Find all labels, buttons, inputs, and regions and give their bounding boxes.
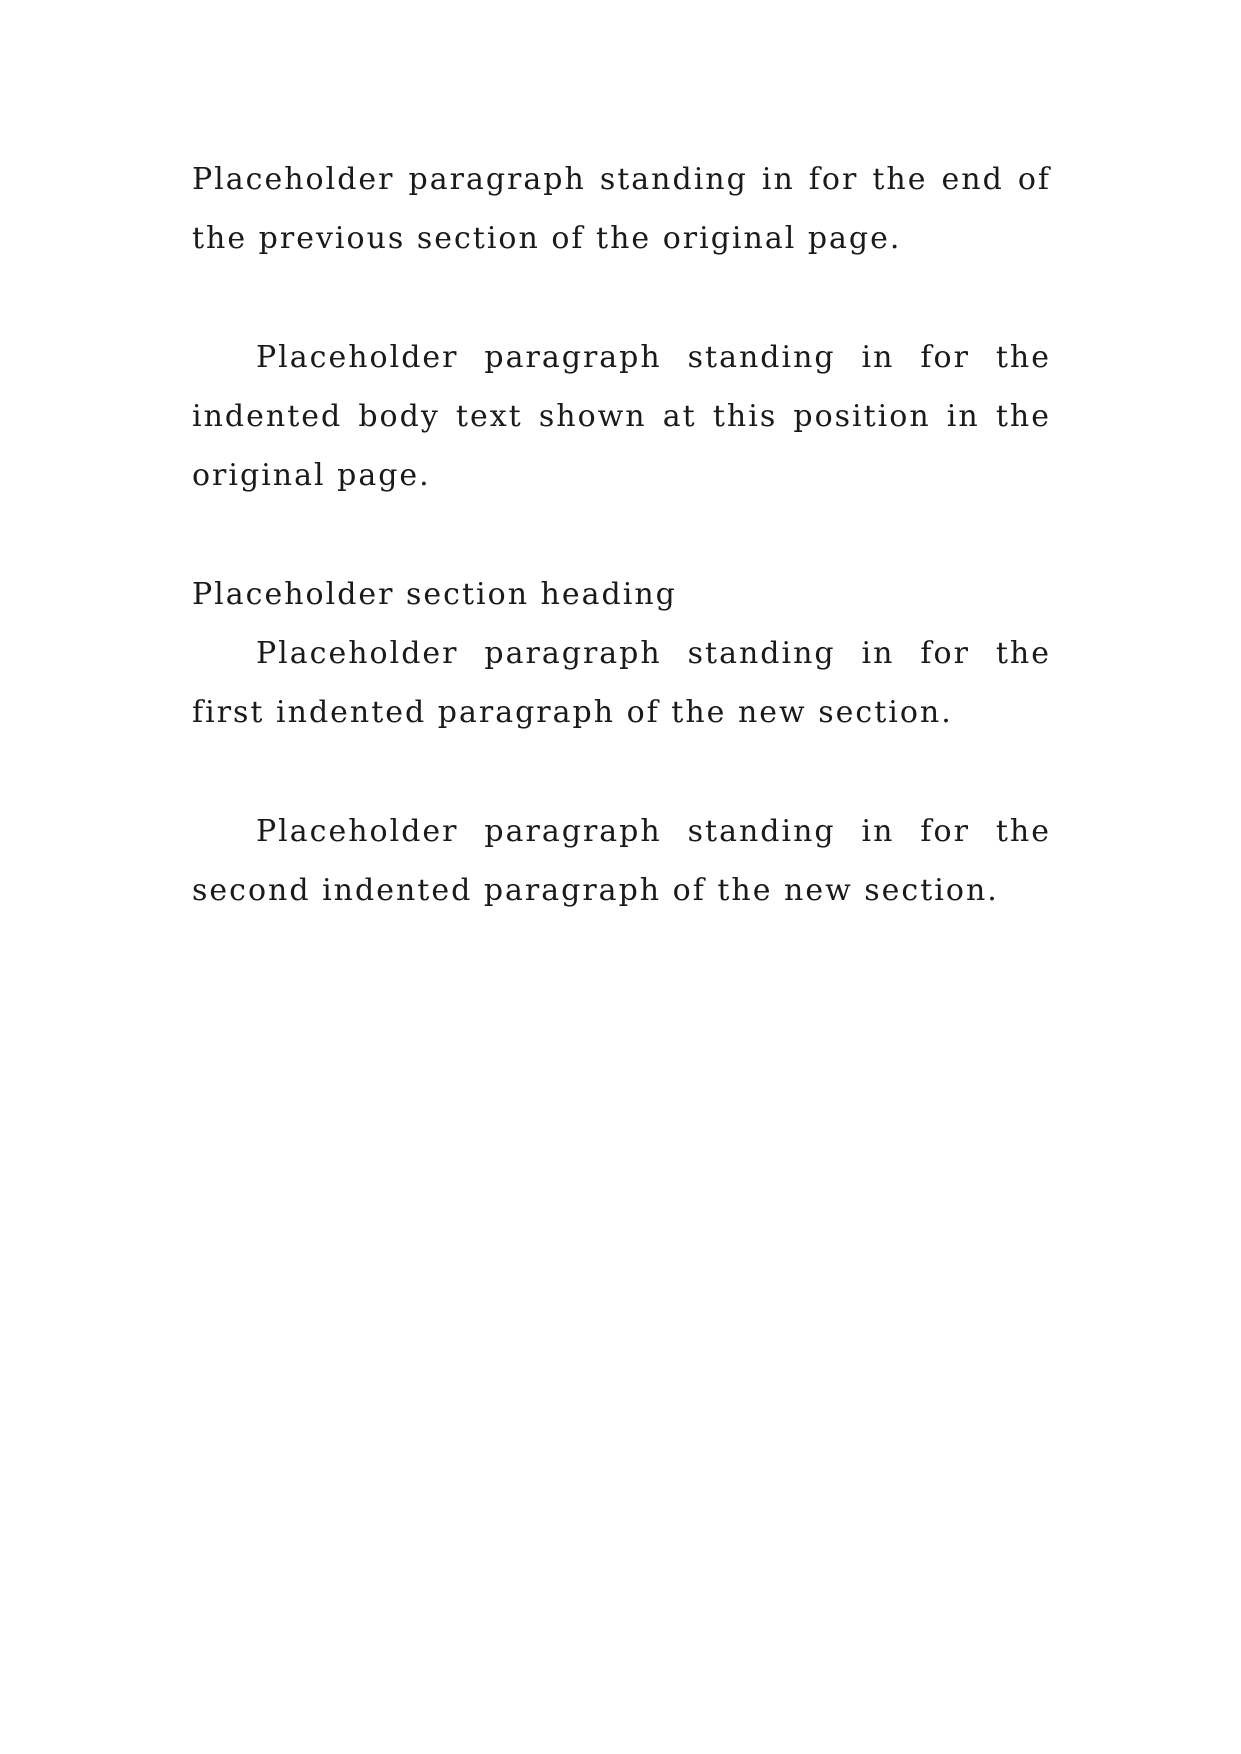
section-heading: Placeholder section heading [192,577,677,612]
paragraph: Placeholder paragraph standing in for the first indented paragraph of the new section. [192,636,1051,730]
paragraph-continuation: Placeholder paragraph standing in for the end of the previous section of the original page. [192,162,1051,256]
paragraph: Placeholder paragraph standing in for the indented body text shown at this position in the original page. [192,340,1051,493]
paragraph: Placeholder paragraph standing in for the second indented paragraph of the new section. [192,814,1051,908]
